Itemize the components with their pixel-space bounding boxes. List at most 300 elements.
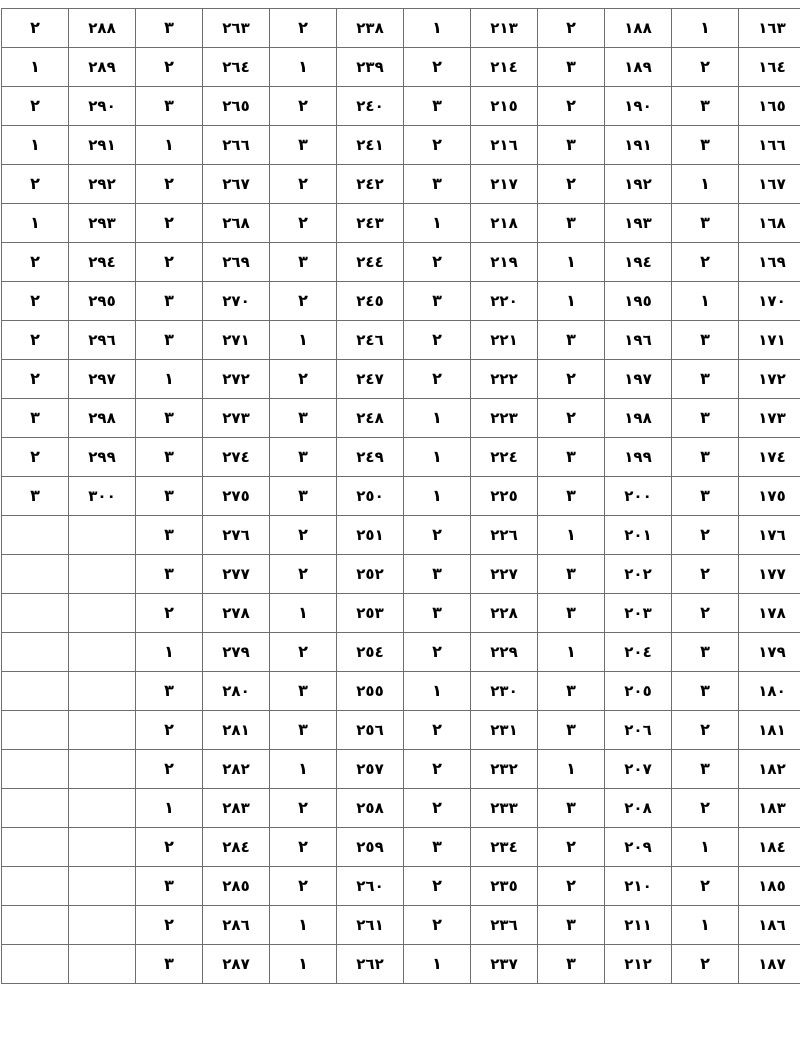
question-number-cell: ١٦٧ [739, 165, 800, 204]
answer-choice-cell: ٢ [404, 750, 471, 789]
question-number-cell: ٢٤٦ [337, 321, 404, 360]
answer-choice-cell: ٢ [270, 87, 337, 126]
answer-choice-cell: ٣ [538, 594, 605, 633]
answer-choice-cell: ٢ [538, 867, 605, 906]
question-number-cell: ٢٢٢ [471, 360, 538, 399]
question-number-cell: ٢٢٩ [471, 633, 538, 672]
question-number-cell [69, 594, 136, 633]
answer-choice-cell [2, 789, 69, 828]
answer-choice-cell: ٣ [136, 867, 203, 906]
table-row [2, 399, 800, 438]
table-row [2, 9, 800, 48]
answer-choice-cell: ٢ [404, 321, 471, 360]
question-number-cell [69, 828, 136, 867]
question-number-cell: ٢٦٢ [337, 945, 404, 984]
question-number-cell: ٢٩٩ [69, 438, 136, 477]
question-number-cell: ١٧١ [739, 321, 800, 360]
question-number-cell: ٢٩٢ [69, 165, 136, 204]
question-number-cell: ٢٧١ [203, 321, 270, 360]
table-row [2, 711, 800, 750]
answer-choice-cell: ٣ [672, 360, 739, 399]
question-number-cell: ٢٤٢ [337, 165, 404, 204]
answer-choice-cell: ٣ [270, 438, 337, 477]
answer-choice-cell: ٢ [404, 633, 471, 672]
answer-choice-cell: ٢ [2, 321, 69, 360]
answer-choice-cell: ٣ [538, 477, 605, 516]
question-number-cell: ٢٨١ [203, 711, 270, 750]
question-number-cell [69, 555, 136, 594]
question-number-cell: ٢١٤ [471, 48, 538, 87]
answer-choice-cell: ١ [538, 633, 605, 672]
answer-choice-cell [2, 711, 69, 750]
question-number-cell: ١٧٢ [739, 360, 800, 399]
question-number-cell [69, 711, 136, 750]
question-number-cell: ٢٣٧ [471, 945, 538, 984]
question-number-cell: ٢٦٣ [203, 9, 270, 48]
answer-choice-cell: ٣ [538, 555, 605, 594]
question-number-cell: ١٧٥ [739, 477, 800, 516]
answer-choice-cell: ٣ [270, 126, 337, 165]
question-number-cell: ٢٧٥ [203, 477, 270, 516]
table-row [2, 48, 800, 87]
answer-choice-cell: ٣ [270, 399, 337, 438]
question-number-cell: ٢٨٧ [203, 945, 270, 984]
answer-choice-cell: ١ [2, 204, 69, 243]
question-number-cell: ٢٨٨ [69, 9, 136, 48]
answer-choice-cell [2, 633, 69, 672]
table-row [2, 243, 800, 282]
question-number-cell: ٢٠١ [605, 516, 672, 555]
answer-choice-cell: ٢ [136, 48, 203, 87]
answer-choice-cell: ١ [2, 126, 69, 165]
answer-choice-cell: ٣ [672, 750, 739, 789]
answer-choice-cell: ١ [404, 204, 471, 243]
answer-choice-cell: ٣ [538, 789, 605, 828]
answer-choice-cell: ٢ [404, 789, 471, 828]
answer-choice-cell: ١ [270, 945, 337, 984]
answer-choice-cell: ٣ [136, 438, 203, 477]
question-number-cell: ٢٢٣ [471, 399, 538, 438]
question-number-cell: ١٨٦ [739, 906, 800, 945]
answer-choice-cell: ١ [136, 789, 203, 828]
answer-choice-cell: ٣ [672, 321, 739, 360]
answer-choice-cell: ٢ [2, 9, 69, 48]
answer-choice-cell: ٢ [404, 243, 471, 282]
question-number-cell: ٢٩٦ [69, 321, 136, 360]
answer-choice-cell: ٢ [404, 867, 471, 906]
answer-choice-cell: ٢ [136, 243, 203, 282]
question-number-cell: ٢٥٦ [337, 711, 404, 750]
question-number-cell: ١٩٣ [605, 204, 672, 243]
question-number-cell: ١٨٢ [739, 750, 800, 789]
answer-choice-cell: ٢ [270, 204, 337, 243]
question-number-cell: ١٨٩ [605, 48, 672, 87]
answer-choice-cell: ٢ [538, 828, 605, 867]
question-number-cell: ١٧٦ [739, 516, 800, 555]
question-number-cell: ١٩٥ [605, 282, 672, 321]
answer-choice-cell [2, 828, 69, 867]
answer-choice-cell: ١ [672, 9, 739, 48]
answer-choice-cell: ٣ [672, 633, 739, 672]
table-row [2, 945, 800, 984]
question-number-cell: ٢٩٨ [69, 399, 136, 438]
answer-choice-cell: ١ [270, 321, 337, 360]
answer-choice-cell: ١ [404, 672, 471, 711]
answer-choice-cell: ١ [538, 516, 605, 555]
answer-choice-cell: ٢ [136, 750, 203, 789]
question-number-cell: ١٩٨ [605, 399, 672, 438]
table-row [2, 282, 800, 321]
answer-choice-cell: ١ [136, 360, 203, 399]
question-number-cell: ٢٤٠ [337, 87, 404, 126]
question-number-cell: ١٩١ [605, 126, 672, 165]
answer-choice-cell: ٢ [2, 438, 69, 477]
question-number-cell: ٢٤٤ [337, 243, 404, 282]
answer-choice-cell: ٢ [2, 87, 69, 126]
question-number-cell: ٢٠٧ [605, 750, 672, 789]
table-row [2, 87, 800, 126]
answer-choice-cell: ٣ [136, 9, 203, 48]
answer-choice-cell: ١ [404, 9, 471, 48]
answer-key-table-body [2, 9, 800, 984]
question-number-cell: ٢٨٦ [203, 906, 270, 945]
answer-choice-cell [2, 906, 69, 945]
table-row [2, 906, 800, 945]
question-number-cell: ٢٩١ [69, 126, 136, 165]
question-number-cell: ٢٧٤ [203, 438, 270, 477]
answer-choice-cell: ٢ [538, 87, 605, 126]
answer-choice-cell: ١ [404, 945, 471, 984]
question-number-cell [69, 672, 136, 711]
answer-choice-cell: ١ [672, 828, 739, 867]
question-number-cell: ٢٣٠ [471, 672, 538, 711]
question-number-cell: ٢٨٥ [203, 867, 270, 906]
question-number-cell: ٢٣٥ [471, 867, 538, 906]
answer-choice-cell: ٣ [672, 204, 739, 243]
table-row [2, 867, 800, 906]
table-row [2, 321, 800, 360]
answer-choice-cell: ٢ [404, 711, 471, 750]
answer-choice-cell: ١ [270, 750, 337, 789]
table-row [2, 789, 800, 828]
answer-choice-cell: ٢ [2, 165, 69, 204]
answer-choice-cell: ٣ [404, 282, 471, 321]
question-number-cell: ٢٣٣ [471, 789, 538, 828]
table-row [2, 204, 800, 243]
question-number-cell: ٢٠٣ [605, 594, 672, 633]
answer-choice-cell: ٢ [538, 360, 605, 399]
answer-choice-cell: ١ [538, 282, 605, 321]
table-row [2, 555, 800, 594]
question-number-cell: ٢٩٤ [69, 243, 136, 282]
question-number-cell: ٢٤٥ [337, 282, 404, 321]
answer-choice-cell: ٣ [538, 126, 605, 165]
table-row [2, 672, 800, 711]
answer-choice-cell: ٢ [270, 789, 337, 828]
answer-choice-cell: ١ [136, 633, 203, 672]
answer-choice-cell: ٢ [672, 711, 739, 750]
question-number-cell: ٢٢٨ [471, 594, 538, 633]
question-number-cell: ١٦٤ [739, 48, 800, 87]
answer-choice-cell: ٣ [2, 477, 69, 516]
answer-choice-cell: ٣ [538, 321, 605, 360]
question-number-cell: ٢٣٦ [471, 906, 538, 945]
answer-choice-cell: ٣ [270, 243, 337, 282]
answer-choice-cell: ١ [136, 126, 203, 165]
answer-choice-cell: ١ [672, 906, 739, 945]
question-number-cell: ٢٧٩ [203, 633, 270, 672]
question-number-cell: ٢٦١ [337, 906, 404, 945]
answer-choice-cell: ٣ [404, 555, 471, 594]
answer-choice-cell: ٣ [404, 594, 471, 633]
question-number-cell: ٢١٣ [471, 9, 538, 48]
answer-choice-cell: ٢ [672, 516, 739, 555]
answer-choice-cell: ٣ [270, 711, 337, 750]
question-number-cell: ١٩٩ [605, 438, 672, 477]
answer-choice-cell: ٢ [136, 165, 203, 204]
answer-choice-cell: ٢ [270, 282, 337, 321]
question-number-cell: ٢١٩ [471, 243, 538, 282]
answer-choice-cell: ٣ [404, 87, 471, 126]
question-number-cell: ٢٠٦ [605, 711, 672, 750]
question-number-cell: ٢١٨ [471, 204, 538, 243]
answer-choice-cell: ٣ [538, 711, 605, 750]
question-number-cell: ٢٢٤ [471, 438, 538, 477]
answer-choice-cell: ٢ [136, 204, 203, 243]
answer-choice-cell: ٢ [672, 945, 739, 984]
answer-choice-cell: ٢ [672, 594, 739, 633]
answer-choice-cell: ١ [2, 48, 69, 87]
answer-choice-cell: ٢ [672, 555, 739, 594]
question-number-cell: ٣٠٠ [69, 477, 136, 516]
question-number-cell: ٢٧٨ [203, 594, 270, 633]
answer-choice-cell: ١ [404, 399, 471, 438]
answer-choice-cell: ١ [672, 165, 739, 204]
question-number-cell: ٢٧٢ [203, 360, 270, 399]
answer-choice-cell: ٢ [672, 243, 739, 282]
answer-choice-cell: ٣ [538, 945, 605, 984]
answer-choice-cell: ٢ [270, 867, 337, 906]
question-number-cell: ١٦٥ [739, 87, 800, 126]
question-number-cell: ١٦٩ [739, 243, 800, 282]
answer-choice-cell: ٣ [270, 672, 337, 711]
answer-choice-cell: ٣ [136, 399, 203, 438]
question-number-cell: ٢٠٩ [605, 828, 672, 867]
answer-choice-cell: ٣ [136, 282, 203, 321]
question-number-cell: ٢٠٨ [605, 789, 672, 828]
answer-choice-cell: ٣ [404, 165, 471, 204]
question-number-cell: ١٩٢ [605, 165, 672, 204]
answer-choice-cell: ٣ [538, 906, 605, 945]
question-number-cell: ٢٨٠ [203, 672, 270, 711]
answer-choice-cell: ٢ [136, 594, 203, 633]
table-row [2, 516, 800, 555]
answer-choice-cell [2, 594, 69, 633]
answer-choice-cell [2, 516, 69, 555]
question-number-cell: ١٦٣ [739, 9, 800, 48]
question-number-cell: ١٧٩ [739, 633, 800, 672]
table-row [2, 633, 800, 672]
question-number-cell [69, 750, 136, 789]
answer-choice-cell: ٢ [538, 399, 605, 438]
question-number-cell: ٢٠٥ [605, 672, 672, 711]
question-number-cell: ٢٥٥ [337, 672, 404, 711]
answer-choice-cell: ٣ [672, 126, 739, 165]
question-number-cell: ٢١٧ [471, 165, 538, 204]
question-number-cell: ٢٥٨ [337, 789, 404, 828]
answer-choice-cell: ١ [538, 750, 605, 789]
question-number-cell: ٢٢٥ [471, 477, 538, 516]
answer-choice-cell [2, 555, 69, 594]
question-number-cell: ٢٤١ [337, 126, 404, 165]
question-number-cell: ٢٨٩ [69, 48, 136, 87]
answer-choice-cell: ٢ [270, 9, 337, 48]
question-number-cell: ٢٢٧ [471, 555, 538, 594]
question-number-cell: ٢٥٤ [337, 633, 404, 672]
answer-choice-cell: ٢ [136, 906, 203, 945]
question-number-cell: ٢١١ [605, 906, 672, 945]
question-number-cell: ٢٧٣ [203, 399, 270, 438]
answer-choice-cell: ٢ [270, 516, 337, 555]
question-number-cell [69, 789, 136, 828]
answer-choice-cell: ٢ [538, 165, 605, 204]
question-number-cell: ٢٨٤ [203, 828, 270, 867]
answer-choice-cell: ٣ [136, 516, 203, 555]
question-number-cell [69, 945, 136, 984]
answer-choice-cell: ٢ [404, 360, 471, 399]
answer-choice-cell: ١ [404, 477, 471, 516]
question-number-cell: ١٧٨ [739, 594, 800, 633]
answer-choice-cell: ٣ [538, 48, 605, 87]
question-number-cell: ٢٥٣ [337, 594, 404, 633]
question-number-cell: ٢٦٩ [203, 243, 270, 282]
question-number-cell: ٢٦٠ [337, 867, 404, 906]
question-number-cell: ٢٧٦ [203, 516, 270, 555]
question-number-cell [69, 516, 136, 555]
answer-choice-cell: ٣ [2, 399, 69, 438]
question-number-cell: ١٨٥ [739, 867, 800, 906]
answer-choice-cell: ٣ [538, 672, 605, 711]
answer-choice-cell: ٢ [672, 48, 739, 87]
answer-choice-cell: ٣ [672, 87, 739, 126]
question-number-cell: ١٨٧ [739, 945, 800, 984]
table-row [2, 828, 800, 867]
answer-choice-cell: ٢ [538, 9, 605, 48]
answer-choice-cell: ٢ [404, 48, 471, 87]
table-row [2, 750, 800, 789]
answer-choice-cell: ١ [672, 282, 739, 321]
table-row [2, 126, 800, 165]
question-number-cell: ٢٤٣ [337, 204, 404, 243]
answer-choice-cell: ١ [270, 906, 337, 945]
question-number-cell: ٢٢٦ [471, 516, 538, 555]
question-number-cell [69, 906, 136, 945]
answer-choice-cell: ٢ [2, 282, 69, 321]
answer-choice-cell: ٢ [136, 828, 203, 867]
question-number-cell: ١٧٧ [739, 555, 800, 594]
answer-choice-cell: ٣ [136, 945, 203, 984]
question-number-cell: ٢٦٥ [203, 87, 270, 126]
answer-choice-cell: ٢ [2, 360, 69, 399]
question-number-cell: ١٨٤ [739, 828, 800, 867]
question-number-cell: ٢٩٠ [69, 87, 136, 126]
answer-choice-cell: ٣ [672, 438, 739, 477]
question-number-cell: ١٩٦ [605, 321, 672, 360]
question-number-cell: ١٦٨ [739, 204, 800, 243]
table-row [2, 477, 800, 516]
question-number-cell: ٢٤٩ [337, 438, 404, 477]
answer-choice-cell: ٣ [404, 828, 471, 867]
question-number-cell: ٢٦٤ [203, 48, 270, 87]
answer-choice-cell: ٢ [270, 360, 337, 399]
answer-choice-cell: ١ [270, 48, 337, 87]
question-number-cell: ١٨١ [739, 711, 800, 750]
question-number-cell [69, 633, 136, 672]
question-number-cell: ٢١٦ [471, 126, 538, 165]
question-number-cell: ١٨٣ [739, 789, 800, 828]
question-number-cell: ١٨٠ [739, 672, 800, 711]
question-number-cell: ١٧٤ [739, 438, 800, 477]
answer-choice-cell: ١ [538, 243, 605, 282]
question-number-cell: ١٧٠ [739, 282, 800, 321]
question-number-cell: ٢٣٩ [337, 48, 404, 87]
answer-choice-cell: ٢ [270, 165, 337, 204]
question-number-cell: ٢١٢ [605, 945, 672, 984]
answer-choice-cell: ٢ [672, 789, 739, 828]
answer-choice-cell: ٢ [672, 867, 739, 906]
answer-choice-cell: ٢ [270, 633, 337, 672]
question-number-cell [69, 867, 136, 906]
question-number-cell: ١٩٧ [605, 360, 672, 399]
answer-choice-cell: ٣ [538, 438, 605, 477]
question-number-cell: ٢٦٧ [203, 165, 270, 204]
question-number-cell: ٢٣١ [471, 711, 538, 750]
question-number-cell: ٢٥٧ [337, 750, 404, 789]
answer-choice-cell [2, 945, 69, 984]
answer-choice-cell [2, 672, 69, 711]
answer-choice-cell: ٢ [136, 711, 203, 750]
answer-choice-cell: ٣ [672, 477, 739, 516]
answer-key-table [1, 8, 800, 984]
answer-choice-cell: ٢ [270, 555, 337, 594]
question-number-cell: ٢٥٢ [337, 555, 404, 594]
question-number-cell: ٢١٥ [471, 87, 538, 126]
answer-choice-cell: ٢ [404, 516, 471, 555]
answer-choice-cell: ٣ [538, 204, 605, 243]
question-number-cell: ١٦٦ [739, 126, 800, 165]
question-number-cell: ٢٨٣ [203, 789, 270, 828]
question-number-cell: ١٨٨ [605, 9, 672, 48]
question-number-cell: ٢٥٠ [337, 477, 404, 516]
question-number-cell: ٢٢٠ [471, 282, 538, 321]
table-row [2, 594, 800, 633]
question-number-cell: ٢٤٨ [337, 399, 404, 438]
question-number-cell: ٢٢١ [471, 321, 538, 360]
question-number-cell: ٢٤٧ [337, 360, 404, 399]
answer-choice-cell: ٣ [136, 672, 203, 711]
question-number-cell: ٢٥٩ [337, 828, 404, 867]
answer-choice-cell [2, 867, 69, 906]
answer-choice-cell: ٢ [2, 243, 69, 282]
answer-choice-cell: ٢ [404, 906, 471, 945]
table-row [2, 360, 800, 399]
question-number-cell: ٢٩٥ [69, 282, 136, 321]
question-number-cell: ١٩٤ [605, 243, 672, 282]
answer-choice-cell: ٢ [270, 828, 337, 867]
answer-choice-cell: ٣ [672, 672, 739, 711]
answer-choice-cell: ٢ [404, 126, 471, 165]
answer-choice-cell: ١ [404, 438, 471, 477]
